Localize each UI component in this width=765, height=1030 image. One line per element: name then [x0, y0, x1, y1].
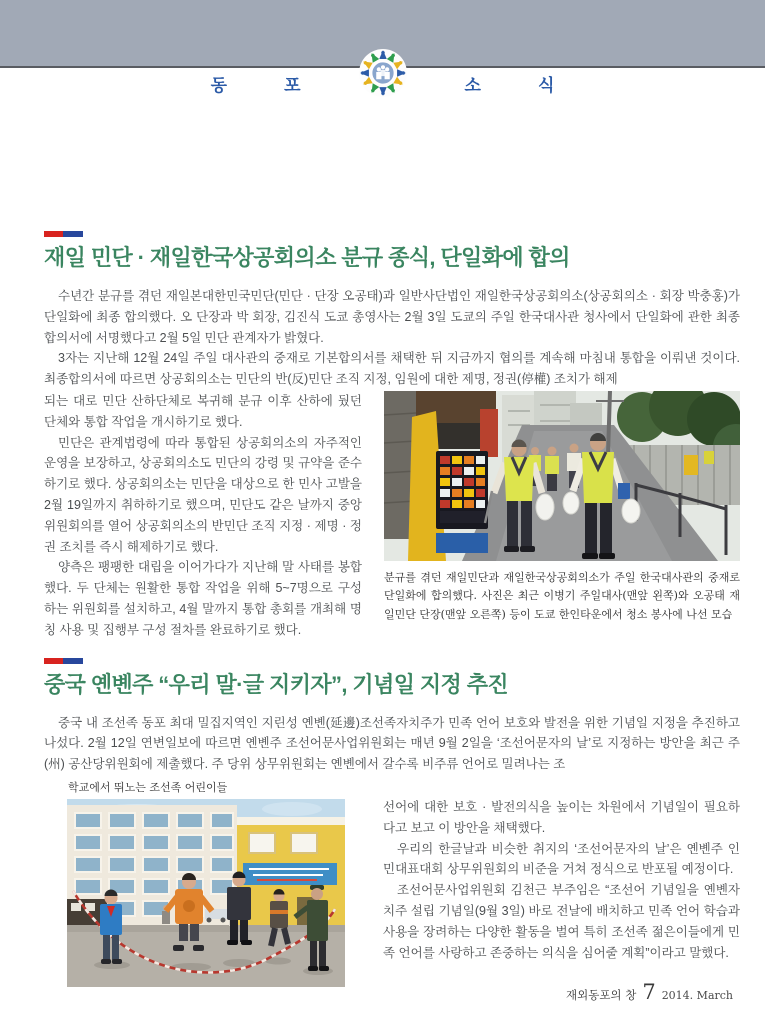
article-2-paragraph-2: 우리의 한글날과 비슷한 취지의 ‘조선어문자의 날’은 옌볜주 인민대표대회 상무위원회의 비준을 거쳐 정식으로 반포될 예정이다. — [383, 841, 740, 877]
issue-date: 2014. March — [661, 989, 733, 1002]
masthead — [0, 74, 765, 98]
masthead-char: 소 — [464, 76, 481, 95]
article-2-photo-label: 학교에서 뛰노는 조선족 어린이들 — [68, 780, 228, 794]
article-2-paragraph-1b: 선어에 대한 보호 · 발전의식을 높이는 차원에서 기념일이 필요하다고 보고 이 방안을 채택했다. — [383, 799, 740, 835]
article-2-columns — [44, 781, 740, 987]
article-2-paragraph-1a: 중국 내 조선족 동포 최대 밀집지역인 지린성 옌볜(延邊)조선족자치주가 민족 언어 보호와 발전을 위한 기념일 지정을 추진하고 나섰다. 2월 12일 연변일보에 따르면 옌볜주 조선어문사업위원회는 매년 9월 2일을 ‘조선어문자의 날’로 지정하는 방안을 최근 주(州) 공산당위원회에 제출했다. 주 당위 상무위원회는 옌볜에서 갈수록 비주류 언어로 밀려나는 조 — [44, 715, 740, 772]
bar-blue-segment — [63, 231, 83, 237]
page-footer — [566, 980, 733, 1004]
journal-name: 재외동포의 창 — [566, 988, 637, 1002]
article-2-paragraph-3: 조선어문사업위원회 김천근 부주임은 “조선어 기념일을 옌볜자치주 설립 기념일(9월 3일) 바로 전날에 배치하고 민족 언어 학습과 사용을 장려하는 다양한 활동을 벌여 특히 조선족 젊은이들에게 민족 언어를 사랑하고 존중하는 의식을 심어줄 계획”이라고 말했다. — [383, 883, 740, 960]
article-1-photo-caption: 분규를 겪던 재일민단과 재일한국상공회의소가 주일 한국대사관의 중재로 단일화에 합의했다. 사진은 최근 이병기 주일대사(맨앞 왼쪽)와 오공태 재일민단 단장(맨앞 오른쪽) 등이 도쿄 한인타운에서 청소 봉사에 나선 모습 — [384, 570, 740, 621]
article-mindan-unification — [44, 231, 740, 641]
article-1-paragraph-3: 민단은 관계법령에 따라 통합된 상공회의소의 자주적인 운영을 보장하고, 상공회의소도 민단의 강령 및 규약을 준수하기로 했다. 상공회의소는 민단을 대상으로 한 민사 고발을 2월 19일까지 취하하기로 했으며, 민단도 같은 날까지 중앙위원회의를 열어 상공회의소의 반민단 조직 지정 · 제명 · 정권 조치를 즉시 해제하기로 했다. — [44, 435, 362, 554]
section-marker-bar — [44, 658, 83, 664]
masthead-char: 동 — [210, 76, 228, 95]
children-jumprope-figure — [67, 781, 345, 987]
masthead-char: 식 — [537, 76, 555, 95]
bar-red-segment — [44, 658, 63, 664]
article-1-paragraph-4: 양측은 팽팽한 대립을 이어가다가 지난해 말 사태를 봉합했다. 두 단체는 원활한 통합 작업을 위해 5~7명으로 구성하는 위원회를 설치하고, 4월 말까지 통합 총회를 개최해 명칭 사용 및 집행부 구성 절차를 완료하기로 했다. — [44, 560, 362, 637]
article-2-headline: 중국 옌볜주 “우리 말·글 지키자”, 기념일 지정 추진 — [44, 671, 509, 697]
street-cleanup-photo — [384, 391, 740, 561]
compatriot-news-logo-icon — [358, 48, 408, 98]
children-jumprope-photo — [67, 799, 345, 987]
bar-blue-segment — [63, 658, 83, 664]
article-1-paragraph-1: 수년간 분규를 겪던 재일본대한민국민단(민단 · 단장 오공태)과 일반사단법인 재일한국상공회의소(상공회의소 · 회장 박충홍)가 단일화에 최종 합의했다. 오 단장과 박 회장, 김진식 도쿄 총영사는 2월 3일 도쿄의 주일 한국대사관 청사에서 단일화에 관한 최종합의서에 서명했다고 2월 5일 민단 관계자가 밝혔다. — [44, 289, 740, 345]
masthead-char: 포 — [284, 76, 301, 95]
article-1-paragraph-2a: 3자는 지난해 12월 24일 주일 대사관의 중재로 기본합의서를 채택한 뒤 지금까지 협의를 계속해 마침내 통합을 이뤄낸 것이다. 최종합의서에 따르면 상공회의소는 민단의 반(反)민단 조직 지정, 임원에 대한 제명, 정권(停權) 조치가 해제 — [44, 351, 740, 387]
article-1-headline: 재일 민단 · 재일한국상공회의소 분규 종식, 단일화에 합의 — [44, 245, 570, 270]
page-number: 7 — [642, 980, 656, 1004]
article-yanbian-language-day — [44, 658, 740, 987]
article-1-left-column — [44, 391, 362, 641]
page-content — [0, 231, 765, 987]
article-1-paragraph-2b: 되는 대로 민단 산하단체로 복귀해 분규 이후 산하에 뒀던 단체와 통합 작업을 개시하기로 했다. — [44, 393, 362, 429]
article-1-columns — [44, 391, 740, 641]
section-marker-bar — [44, 231, 83, 237]
article-2-right-column — [383, 797, 740, 963]
bar-red-segment — [44, 231, 63, 237]
street-cleanup-figure — [384, 391, 740, 625]
